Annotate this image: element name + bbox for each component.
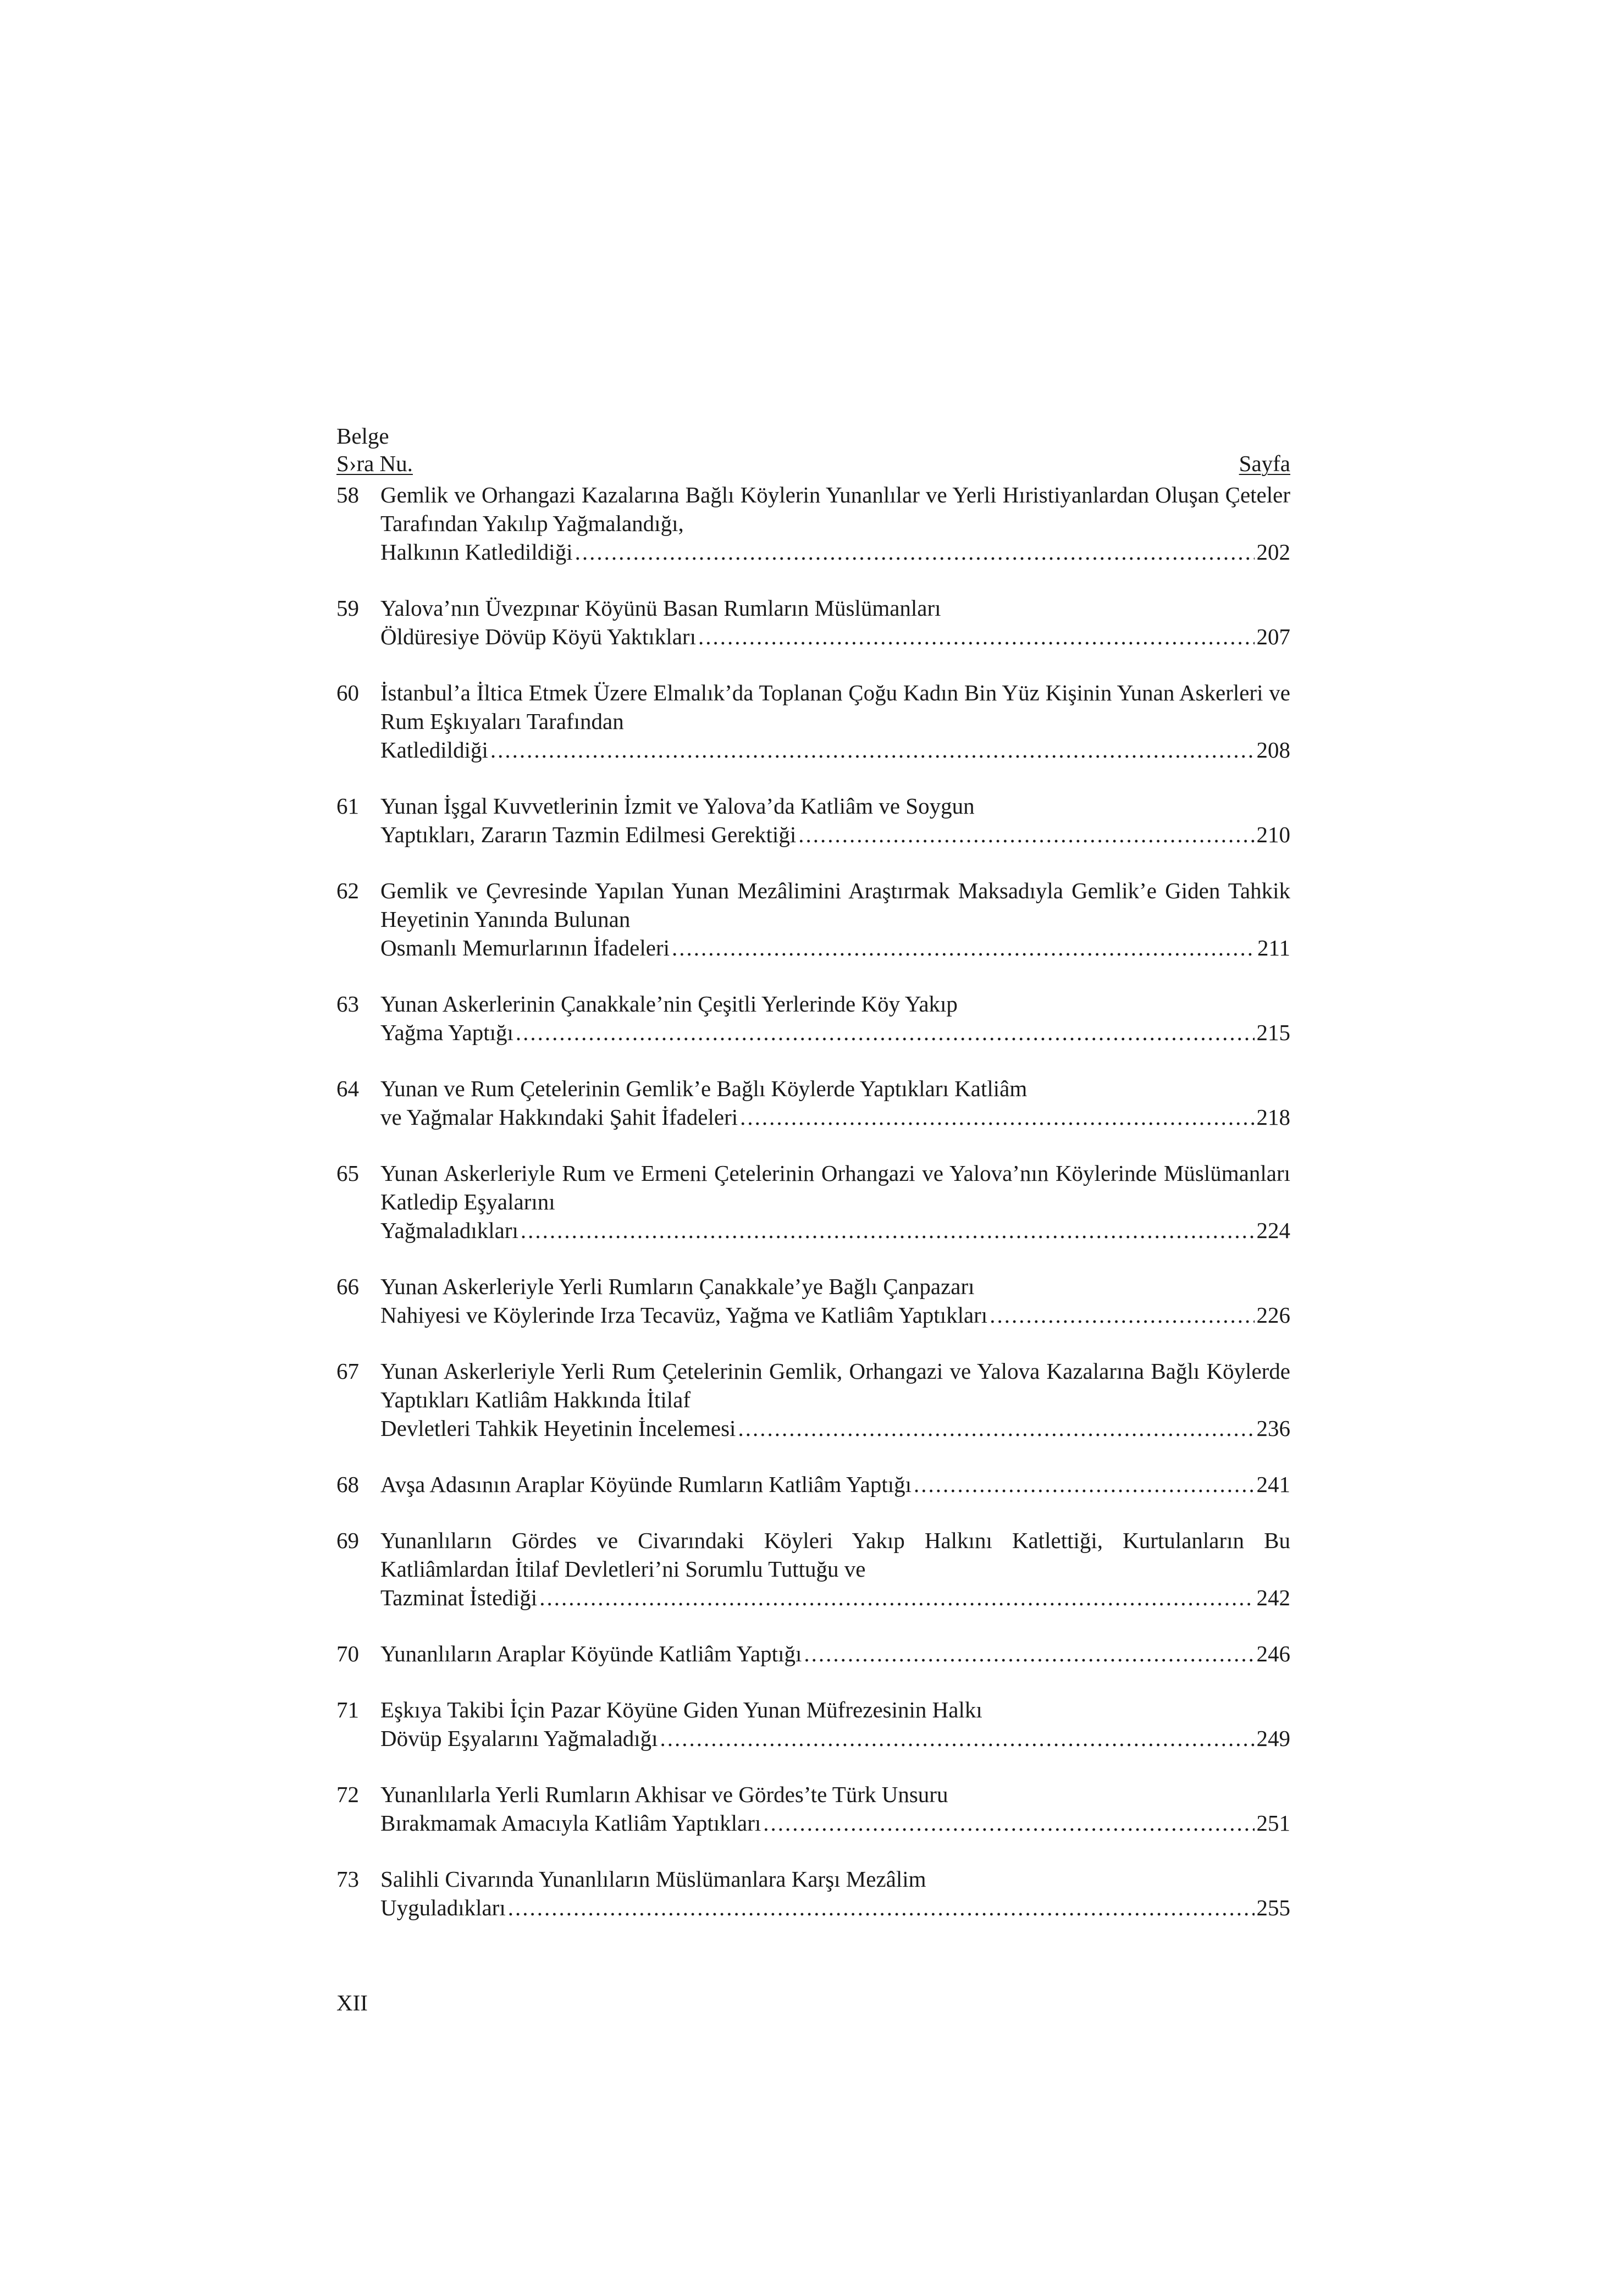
- entry-last-line: [380, 1216, 1290, 1245]
- entry-page-number: 215: [1256, 1020, 1290, 1045]
- entry-title-end: Devletleri Tahkik Heyetinin İncelemesi: [380, 1416, 736, 1441]
- header-sira-nu: S›ra Nu.: [336, 451, 413, 476]
- entry-page-number: 242: [1256, 1585, 1290, 1610]
- entry-body: [380, 990, 1290, 1047]
- entry-page-number: 211: [1257, 935, 1290, 960]
- entry-last-line: [380, 1414, 1290, 1443]
- entry-page-number: 224: [1256, 1218, 1290, 1243]
- entry-title: Yunan Askerleriyle Rum ve Ermeni Çetelerinin Orhangazi ve Yalova’nın Köylerinde Müslümanları Katledip Eşyalarını: [380, 1161, 1290, 1214]
- entry-number: 64: [336, 1076, 359, 1101]
- dot-leader: [490, 736, 1255, 764]
- entry-page-number: 255: [1256, 1895, 1290, 1920]
- entry-page-number: 226: [1256, 1302, 1290, 1328]
- entry-last-line: [380, 820, 1290, 849]
- entry-title-end: Yaptıkları, Zararın Tazmin Edilmesi Gerektiği: [380, 822, 797, 847]
- entry-title-end: Halkının Katledildiği: [380, 539, 573, 565]
- entry-title: Yunanlıların Gördes ve Civarındaki Köyleri Yakıp Halkını Katlettiği, Kurtulanların Bu Katliâmlardan İtilaf Devletleri’ni Sorumlu Tuttuğu ve: [380, 1528, 1290, 1582]
- dot-leader: [539, 1583, 1254, 1612]
- entry-page-number: 251: [1256, 1810, 1290, 1836]
- entry-title: Yunan Askerleriyle Yerli Rumların Çanakkale’ye Bağlı Çanpazarı: [380, 1274, 975, 1299]
- entry-body: [380, 792, 1290, 849]
- entry-body: [380, 678, 1290, 764]
- entry-body: [380, 480, 1290, 566]
- dot-leader: [698, 622, 1255, 651]
- entry-number: 69: [336, 1528, 359, 1553]
- entry-title: Yunan İşgal Kuvvetlerinin İzmit ve Yalova’da Katliâm ve Soygun: [380, 793, 975, 819]
- entry-page-number: 210: [1256, 822, 1290, 847]
- entry-last-line: [380, 1893, 1290, 1922]
- header-sayfa: Sayfa: [1239, 451, 1290, 476]
- toc-entry: [336, 1159, 1290, 1245]
- entry-page-number: 207: [1256, 624, 1290, 649]
- toc-entry: [336, 1695, 1290, 1753]
- entry-number: 65: [336, 1161, 359, 1186]
- entry-title-end: Nahiyesi ve Köylerinde Irza Tecavüz, Yağma ve Katliâm Yaptıkları: [380, 1302, 988, 1328]
- entry-body: [380, 1159, 1290, 1245]
- dot-leader: [798, 820, 1254, 849]
- entry-page-number: 208: [1256, 737, 1290, 763]
- entry-number: 59: [336, 595, 359, 621]
- entry-number: 67: [336, 1358, 359, 1384]
- entry-title: Yalova’nın Üvezpınar Köyünü Basan Rumların Müslümanları: [380, 595, 941, 621]
- entry-title: Gemlik ve Çevresinde Yapılan Yunan Mezâlimini Araştırmak Maksadıyla Gemlik’e Giden Tahkik Heyetinin Yanında Bulunan: [380, 878, 1290, 932]
- entry-number: 61: [336, 793, 359, 819]
- entry-body: [380, 594, 1290, 651]
- dot-leader: [740, 1103, 1254, 1131]
- toc-entry: [336, 1526, 1290, 1612]
- entry-title: İstanbul’a İltica Etmek Üzere Elmalık’da Toplanan Çoğu Kadın Bin Yüz Kişinin Yunan Askerleri ve Rum Eşkıyaları Tarafından: [380, 680, 1290, 734]
- entry-title: Salihli Civarında Yunanlıların Müslümanlara Karşı Mezâlim: [380, 1866, 926, 1892]
- entry-number: 66: [336, 1274, 359, 1299]
- toc-header-row: [336, 450, 1290, 477]
- entry-title-end: Yağma Yaptığı: [380, 1020, 513, 1045]
- entry-last-line: [380, 1583, 1290, 1612]
- entry-title-end: Dövüp Eşyalarını Yağmaladığı: [380, 1726, 658, 1751]
- page-folio: XII: [336, 1990, 368, 2015]
- entry-title-end: ve Yağmalar Hakkındaki Şahit İfadeleri: [380, 1104, 738, 1130]
- toc-entry: [336, 1470, 1290, 1499]
- table-of-contents: [336, 422, 1290, 1949]
- entry-title: Yunanlılarla Yerli Rumların Akhisar ve Gördes’te Türk Unsuru: [380, 1782, 948, 1807]
- dot-leader: [516, 1018, 1255, 1047]
- entry-last-line: [380, 622, 1290, 651]
- entry-body: [380, 1695, 1290, 1753]
- toc-entry: [336, 678, 1290, 764]
- entry-last-line: [380, 538, 1290, 566]
- entry-last-line: [380, 1470, 1290, 1499]
- entry-title-end: Bırakmamak Amacıyla Katliâm Yaptıkları: [380, 1810, 761, 1836]
- header-belge: Belge: [336, 423, 389, 449]
- entry-title-end: Uyguladıkları: [380, 1895, 506, 1920]
- dot-leader: [575, 538, 1255, 566]
- entry-body: [380, 876, 1290, 962]
- entry-number: 58: [336, 482, 359, 507]
- toc-entry: [336, 1272, 1290, 1329]
- entry-number: 63: [336, 991, 359, 1016]
- entry-number: 73: [336, 1866, 359, 1892]
- toc-entry: [336, 1074, 1290, 1131]
- toc-entry: [336, 990, 1290, 1047]
- entry-body: [380, 1780, 1290, 1837]
- entry-title-end: Osmanlı Memurlarının İfadeleri: [380, 935, 670, 960]
- dot-leader: [990, 1301, 1254, 1329]
- toc-entry: [336, 792, 1290, 849]
- toc-entry: [336, 594, 1290, 651]
- entry-last-line: [380, 1809, 1290, 1837]
- entry-last-line: [380, 1103, 1290, 1131]
- toc-entry: [336, 1639, 1290, 1668]
- entry-page-number: 246: [1256, 1641, 1290, 1666]
- dot-leader: [660, 1724, 1254, 1753]
- entry-number: 71: [336, 1697, 359, 1722]
- entry-title: Gemlik ve Orhangazi Kazalarına Bağlı Köylerin Yunanlılar ve Yerli Hıristiyanlardan Oluşan Çeteler Tarafından Yakılıp Yağmalandığı,: [380, 482, 1290, 536]
- entry-title-end: Öldüresiye Dövüp Köyü Yaktıkları: [380, 624, 696, 649]
- entry-last-line: [380, 736, 1290, 764]
- entry-body: [380, 1639, 1290, 1668]
- entry-body: [380, 1865, 1290, 1922]
- entry-title: Yunan Askerleriyle Yerli Rum Çetelerinin Gemlik, Orhangazi ve Yalova Kazalarına Bağlı Köylerde Yaptıkları Katliâm Hakkında İtilaf: [380, 1358, 1290, 1412]
- entry-title-end: Yağmaladıkları: [380, 1218, 518, 1243]
- entry-number: 62: [336, 878, 359, 903]
- entry-page-number: 236: [1256, 1416, 1290, 1441]
- entry-page-number: 218: [1256, 1104, 1290, 1130]
- entry-title-end: Avşa Adasının Araplar Köyünde Rumların Katliâm Yaptığı: [380, 1472, 912, 1497]
- dot-leader: [763, 1809, 1254, 1837]
- entry-title-end: Yunanlıların Araplar Köyünde Katliâm Yaptığı: [380, 1641, 802, 1666]
- entry-title-end: Tazminat İstediği: [380, 1585, 538, 1610]
- entry-body: [380, 1074, 1290, 1131]
- toc-entries: [336, 480, 1290, 1922]
- dot-leader: [672, 933, 1255, 962]
- entry-last-line: [380, 933, 1290, 962]
- entry-last-line: [380, 1018, 1290, 1047]
- entry-body: [380, 1470, 1290, 1499]
- entry-title: Eşkıya Takibi İçin Pazar Köyüne Giden Yunan Müfrezesinin Halkı: [380, 1697, 982, 1722]
- entry-page-number: 202: [1256, 539, 1290, 565]
- entry-last-line: [380, 1301, 1290, 1329]
- entry-page-number: 241: [1256, 1472, 1290, 1497]
- entry-title: Yunan Askerlerinin Çanakkale’nin Çeşitli Yerlerinde Köy Yakıp: [380, 991, 958, 1016]
- dot-leader: [914, 1470, 1254, 1499]
- toc-entry: [336, 876, 1290, 962]
- entry-number: 60: [336, 680, 359, 705]
- entry-number: 70: [336, 1641, 359, 1666]
- dot-leader: [804, 1639, 1254, 1668]
- toc-entry: [336, 1865, 1290, 1922]
- entry-number: 72: [336, 1782, 359, 1807]
- toc-entry: [336, 1780, 1290, 1837]
- dot-leader: [508, 1893, 1255, 1922]
- entry-number: 68: [336, 1472, 359, 1497]
- dot-leader: [521, 1216, 1255, 1245]
- entry-last-line: [380, 1639, 1290, 1668]
- toc-entry: [336, 480, 1290, 566]
- entry-last-line: [380, 1724, 1290, 1753]
- entry-title: Yunan ve Rum Çetelerinin Gemlik’e Bağlı Köylerde Yaptıkları Katliâm: [380, 1076, 1028, 1101]
- toc-entry: [336, 1357, 1290, 1443]
- entry-body: [380, 1357, 1290, 1443]
- entry-body: [380, 1272, 1290, 1329]
- entry-body: [380, 1526, 1290, 1612]
- entry-title-end: Katledildiği: [380, 737, 488, 763]
- dot-leader: [738, 1414, 1254, 1443]
- entry-page-number: 249: [1256, 1726, 1290, 1751]
